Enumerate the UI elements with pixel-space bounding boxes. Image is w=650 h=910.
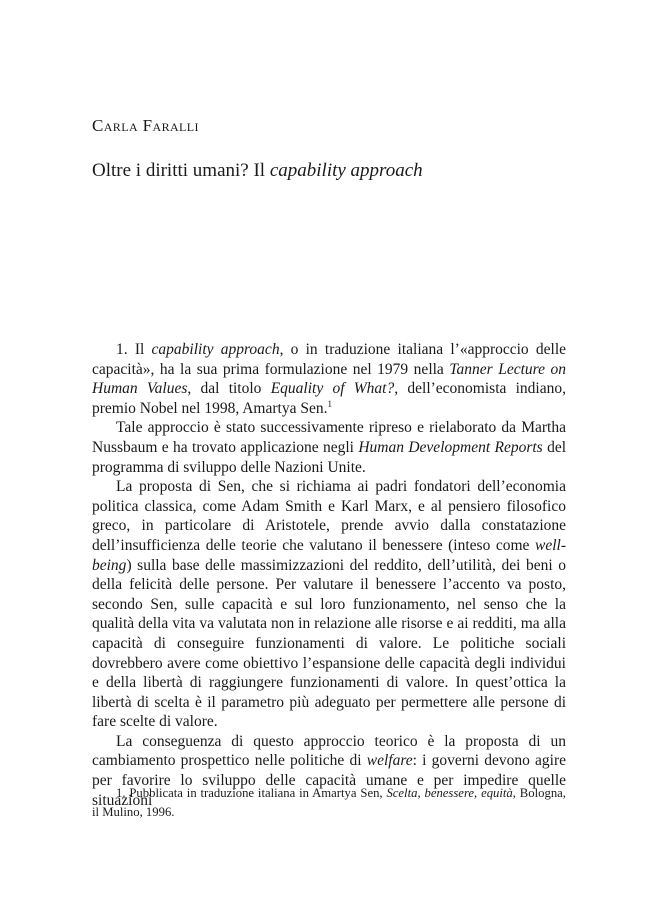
title-plain: Oltre i diritti umani? Il [92,160,270,181]
text-run: , o in traduzione italiana l’«approccio delle capacità», ha la sua prima formulazione nel 1979 nella [92,341,567,378]
italic-run: welfare [366,752,413,770]
text-run: del programma di sviluppo delle Nazioni Unite. [92,438,567,476]
text-run: 1. Il [116,341,152,358]
italic-run: capability approach [151,341,280,358]
italic-run: Human Development Reports [358,438,543,456]
paragraph-1 [92,340,566,418]
paragraph-3 [92,477,566,732]
italic-run: Equality of What? [270,380,395,398]
footnote-1 [92,784,566,822]
text-run: , dell’economista indiano, premio Nobel nel 1998, Amartya Sen. [92,380,566,417]
text-run: La proposta di Sen, che si richiama ai padri fondatori dell’economia politica classica, come Adam Smith e Karl Marx, e al pensiero filosofico greco, in particolare di Aristotele, prende avvio dalla constatazione dell’insufficienza delle teorie che valutano il benessere (inteso come [92,478,566,554]
text-run: : i governi devono agire per favorire lo sviluppo delle capacità umane e per impedire quelle situazioni [92,752,566,809]
italic-run: Scelta, benessere, equità [386,786,513,800]
paragraph-2 [92,418,566,477]
text-run: Tale approccio è stato successivamente ripreso e rielaborato da Martha Nussbaum e ha trovato applicazione negli [92,419,566,456]
text-run: ) sulla base delle massimizzazioni del reddito, dell’utilità, dei beni o della felicità delle persone. Per valutare il benessere l’accento va posto, secondo Sen, sulle capacità e sul loro funzionamento, nel senso che la qualità della vita va valutata non in relazione alle risorse e ai redditi, ma alla capacità di conseguire funzionamenti di valore. Le politiche sociali dovrebbero avere come obiettivo l’espansione delle capacità degli individui e della libertà di raggiungere funzionamenti di valore. In quest’ottica la libertà di scelta è il parametro più adeguato per permettere alle persone di fare scelte di valore. [92,556,566,731]
footnotes [92,784,566,822]
body-text [92,340,566,810]
italic-run: Tanner Lecture on Human Values [92,360,566,398]
title-italic: capability approach [269,160,423,181]
author-name: Carla Faralli [92,116,199,135]
text-run: La conseguenza di questo approccio teorico è la proposta di un cambiamento prospettico nelle politiche di [92,732,566,770]
italic-run: well-being [92,536,566,574]
text-run: 1. Pubblicata in traduzione italiana in Amartya Sen, [116,786,387,800]
article-title [92,160,423,182]
footnote-marker: 1 [327,398,332,409]
text-run: , dal titolo [187,380,271,398]
text-run: , Bologna, il Mulino, 1996. [92,786,566,819]
